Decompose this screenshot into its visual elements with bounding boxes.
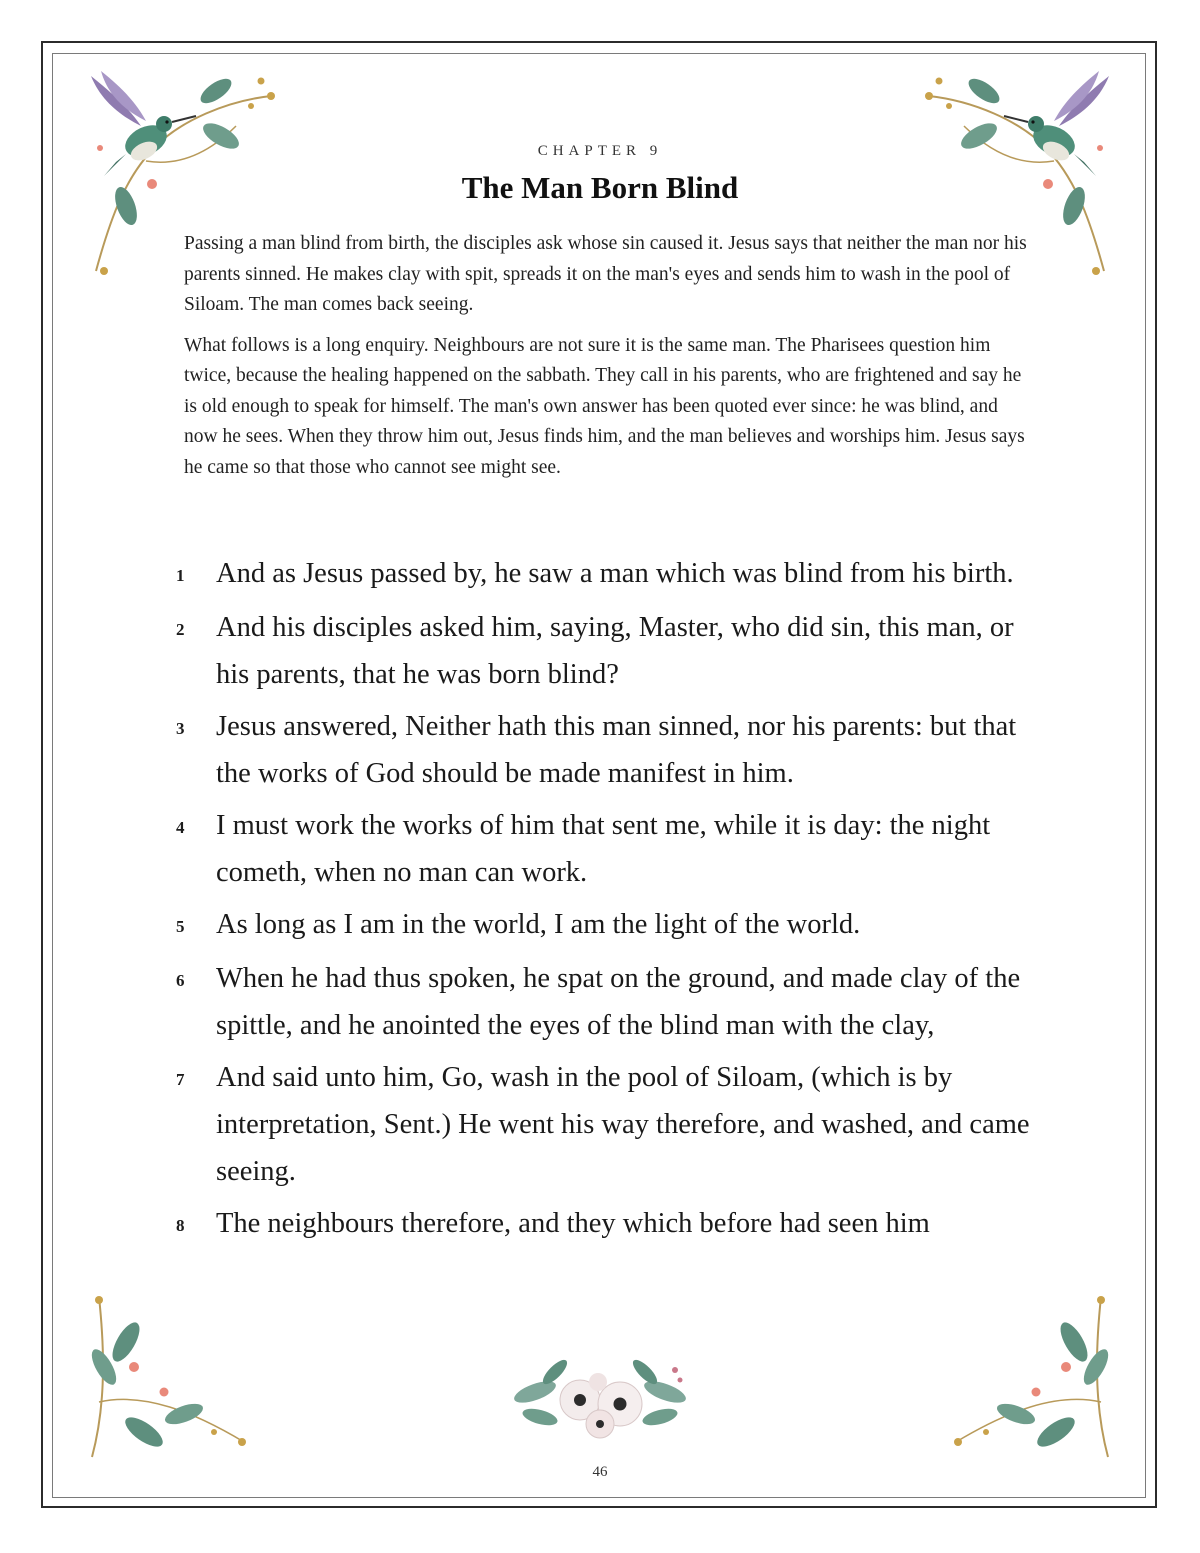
verse-text: As long as I am in the world, I am the light of the world. xyxy=(216,909,861,940)
verse xyxy=(170,703,1040,797)
summary-paragraph: Passing a man blind from birth, the disciples ask whose sin caused it. Jesus says that neither the man nor his parents sinned. He makes clay with spit, spreads it on the man's eyes and sends him to wash in the pool of Siloam. The man comes back seeing. xyxy=(184,233,1027,315)
verse-number: 8 xyxy=(176,1216,185,1235)
verse xyxy=(170,604,1040,698)
verse-text: Jesus answered, Neither hath this man sinned, nor his parents: but that the works of God should be made manifest in him. xyxy=(216,711,1017,789)
verse-text: I must work the works of him that sent me, while it is day: the night cometh, when no man can work. xyxy=(216,810,991,888)
summary-paragraph: What follows is a long enquiry. Neighbours are not sure it is the same man. The Pharisees question him twice, because the healing happened on the sabbath. They call in his parents, who are frightened and say he is old enough to speak for himself. The man's own answer has been quoted ever since: he was blind, and now he sees. When they throw him out, Jesus finds him, and the man believes and worships him. Jesus says he came so that those who cannot see might see. xyxy=(184,334,1025,478)
verse-number: 7 xyxy=(176,1070,185,1089)
anemone-bouquet-icon xyxy=(510,1352,690,1447)
verse-text: And said unto him, Go, wash in the pool of Siloam, (which is by interpretation, Sent.) He went his way therefore, and washed, and came seeing. xyxy=(216,1062,1030,1187)
verse-text: The neighbours therefore, and they which before had seen him xyxy=(216,1208,930,1239)
verse xyxy=(170,550,1040,599)
verse-text: And his disciples asked him, saying, Master, who did sin, this man, or his parents, that he was born blind? xyxy=(216,612,1014,690)
verse-number: 3 xyxy=(176,719,185,738)
verse-number: 2 xyxy=(176,620,185,639)
verse-number: 6 xyxy=(176,971,185,990)
verse xyxy=(170,1054,1040,1195)
page-number: 46 xyxy=(592,1464,608,1480)
chapter-summary xyxy=(184,229,1034,493)
verse xyxy=(170,1200,1040,1249)
verse-number: 1 xyxy=(176,566,185,585)
verse-list xyxy=(170,550,1040,1254)
verse-number: 5 xyxy=(176,917,185,936)
verse xyxy=(170,802,1040,896)
verse-text: And as Jesus passed by, he saw a man which was blind from his birth. xyxy=(216,558,1014,589)
verse xyxy=(170,955,1040,1049)
floral-sprig-icon xyxy=(946,1292,1116,1462)
verse-text: When he had thus spoken, he spat on the ground, and made clay of the spittle, and he anointed the eyes of the blind man with the clay, xyxy=(216,963,1021,1041)
verse-number: 4 xyxy=(176,818,185,837)
chapter-title: The Man Born Blind xyxy=(461,170,739,205)
floral-sprig-icon xyxy=(84,1292,254,1462)
verse xyxy=(170,901,1040,950)
chapter-label: CHAPTER 9 xyxy=(537,143,663,159)
